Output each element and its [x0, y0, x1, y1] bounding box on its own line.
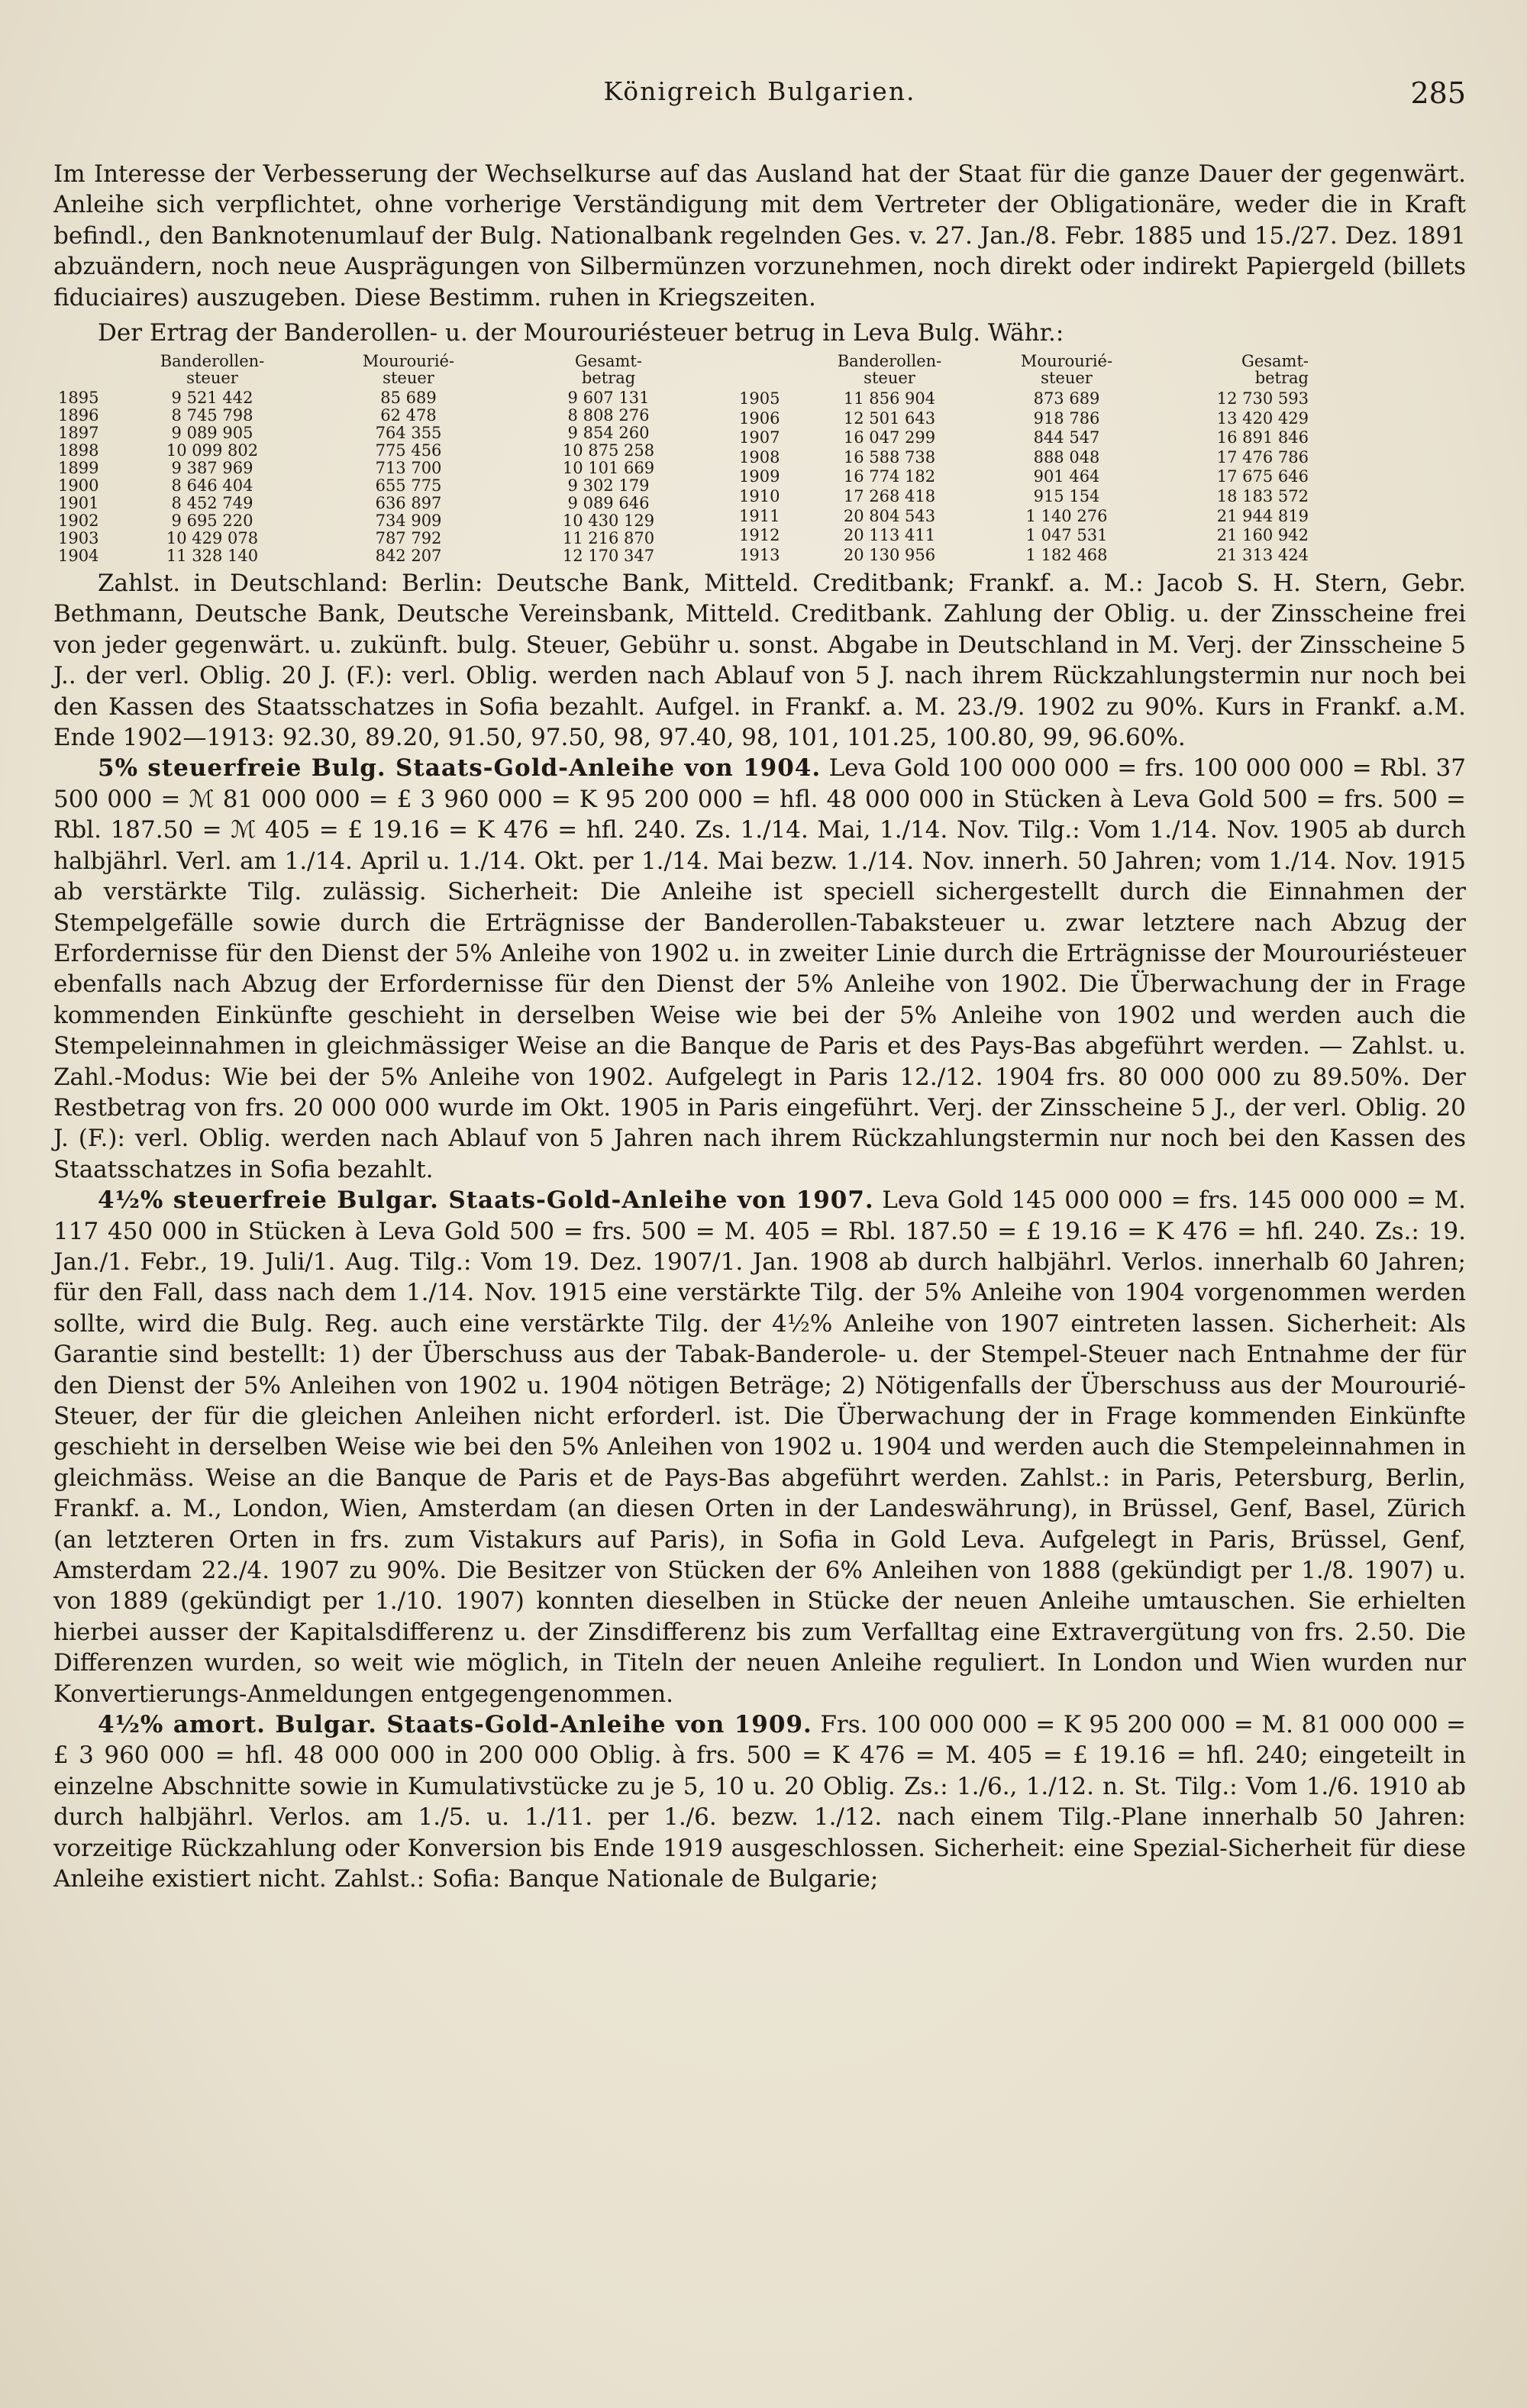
- paragraph-loan-1904: [53, 753, 1466, 1185]
- table-header-year: [734, 353, 797, 389]
- table-header-banderollen: Banderollen- steuer: [837, 352, 942, 388]
- banderollen-cell: 20 130 956: [843, 545, 936, 564]
- year-cell: 1910: [739, 487, 780, 506]
- gesamt-cell: 17 675 646: [1216, 467, 1309, 486]
- table-header-gesamt: Gesamt- betrag: [1241, 352, 1309, 388]
- mourourie-cell: 62 478: [380, 406, 437, 425]
- table-row: [53, 424, 709, 442]
- mourourie-cell: 842 207: [375, 547, 442, 566]
- banderollen-cell: 9 387 969: [171, 459, 253, 478]
- gesamt-cell: 18 183 572: [1216, 487, 1309, 506]
- mourourie-cell: 901 464: [1033, 467, 1100, 486]
- gesamt-cell: 21 160 942: [1216, 526, 1309, 545]
- banderollen-cell: 8 646 404: [171, 476, 253, 495]
- page-header: [53, 69, 1466, 115]
- mourourie-cell: 734 909: [375, 512, 442, 531]
- table-row: [734, 506, 1313, 526]
- year-cell: 1896: [58, 406, 99, 425]
- paragraph-paying-agents: Zahlst. in Deutschland: Berlin: Deutsche Bank, Mitteld. Creditbank; Frankf. a. M.: Jacob S. H. Stern, Gebr. Bethmann, Deutsche Bank, Deutsche Vereinsbank, Mitteld. Creditbank. Zahlung der Oblig. u. der Zinsscheine frei von jeder gegenwärt. u. zukünft. bulg. Steuer, Gebühr u. sonst. Abgabe in Deutschland in M. Verj. der Zinsscheine 5 J.. der verl. Oblig. 20 J. (F.): verl. Oblig. werden nach Ablauf von 5 J. nach ihrem Rückzahlungstermin nur noch bei den Kassen des Staatsschatzes in Sofia bezahlt. Aufgel. in Frankf. a. M. 23./9. 1902 zu 90%. Kurs in Frankf. a.M. Ende 1902—1913: 92.30, 89.20, 91.50, 97.50, 98, 97.40, 98, 101, 101.25, 100.80, 99, 96.60%.: [53, 570, 1466, 752]
- table-row: [734, 467, 1313, 487]
- paragraph-yield-intro: Der Ertrag der Banderollen- u. der Mourouriésteuer betrug in Leva Bulg. Währ.:: [98, 319, 1064, 347]
- mourourie-cell: 764 355: [375, 424, 442, 443]
- gesamt-cell: 9 607 131: [567, 389, 650, 408]
- table-body-left: [53, 389, 709, 565]
- gesamt-cell: 10 430 129: [562, 512, 655, 531]
- mourourie-cell: 787 792: [375, 529, 442, 548]
- body-loan-1907: Leva Gold 145 000 000 = frs. 145 000 000 = M. 117 450 000 in Stücken à Leva Gold 500 = frs. 500 = M. 405 = Rbl. 187.50 = £ 19.16 = K 476 = hfl. 240. Zs.: 19. Jan./1. Febr., 19. Juli/1. Aug. Tilg.: Vom 19. Dez. 1907/1. Jan. 1908 ab durch halbjährl. Verlos. innerhalb 60 Jahren; für den Fall, dass nach dem 1./14. Nov. 1915 eine verstärkte Tilg. der 5% Anleihe von 1904 vorgenommen werden sollte, wird die Bulg. Reg. auch eine verstärkte Tilg. der 4½% Anleihe von 1907 eintreten lassen. Sicherheit: Als Garantie sind bestellt: 1) der Überschuss aus der Tabak-Banderole- u. der Stempel-Steuer nach Entnahme der für den Dienst der 5% Anleihen von 1902 u. 1904 nötigen Beträge; 2) Nötigenfalls der Überschuss aus der Mourourié-Steuer, der für die gleichen Anleihen nicht erforderl. ist. Die Überwachung der in Frage kommenden Einkünfte geschieht in derselben Weise wie bei den 5% Anleihen von 1902 u. 1904 und werden auch die Stempeleinnahmen in gleichmäss. Weise an die Banque de Paris et de Pays-Bas abgeführt werden. Zahlst.: in Paris, Petersburg, Berlin, Frankf. a. M., London, Wien, Amsterdam (an diesen Orten in der Landeswährung), in Brüssel, Genf, Basel, Zürich (an letzteren Orten in frs. zum Vistakurs auf Paris), in Sofia in Gold Leva. Aufgelegt in Paris, Brüssel, Genf, Amsterdam 22./4. 1907 zu 90%. Die Besitzer von Stücken der 6% Anleihen von 1888 (gekündigt per 1./8. 1907) u. von 1889 (gekündigt per 1./10. 1907) konnten dieselben in Stücke der neuen Anleihe umtauschen. Sie erhielten hierbei ausser der Kapitalsdifferenz u. der Zinsdifferenz bis zum Verfalltag eine Extravergütung von frs. 2.50. Die Differenzen wurden, so weit wie möglich, in Titeln der neuen Anleihe reguliert. In London und Wien wurden nur Konvertierungs-Anmeldungen entgegengenommen.: [53, 1186, 1466, 1708]
- banderollen-cell: 20 804 543: [843, 506, 936, 525]
- mourourie-cell: 636 897: [375, 494, 442, 513]
- page-number: 285: [1410, 76, 1466, 110]
- gesamt-cell: 9 089 646: [567, 494, 650, 513]
- year-cell: 1898: [58, 441, 99, 460]
- table-row: [734, 389, 1313, 409]
- table-row: [53, 407, 709, 424]
- gesamt-cell: 17 476 786: [1216, 447, 1309, 466]
- table-row: [734, 487, 1313, 507]
- gesamt-cell: 11 216 870: [562, 529, 655, 548]
- table-body-right: [734, 389, 1313, 565]
- table-header-gesamt: Gesamt- betrag: [575, 352, 642, 388]
- heading-loan-1904: 5% steuerfreie Bulg. Staats-Gold-Anleihe von 1904.: [98, 754, 822, 783]
- table-row: [53, 547, 709, 565]
- gesamt-cell: 13 420 429: [1216, 408, 1309, 428]
- mourourie-cell: 915 154: [1033, 487, 1100, 506]
- banderollen-cell: 16 047 299: [843, 428, 936, 447]
- year-cell: 1908: [739, 447, 780, 466]
- table-header-year: [53, 353, 116, 389]
- table-row: [53, 512, 709, 530]
- table-row: [734, 409, 1313, 429]
- gesamt-cell: 8 808 276: [567, 406, 650, 425]
- table-row: [53, 460, 709, 477]
- yield-table-right: [734, 353, 1313, 565]
- year-cell: 1903: [58, 529, 99, 548]
- table-row: [53, 495, 709, 512]
- year-cell: 1897: [58, 424, 99, 443]
- banderollen-cell: 12 501 643: [843, 408, 936, 428]
- banderollen-cell: 9 521 442: [171, 389, 253, 408]
- banderollen-cell: 9 089 905: [171, 424, 253, 443]
- mourourie-cell: 918 786: [1033, 408, 1100, 428]
- table-row: [53, 477, 709, 495]
- year-cell: 1912: [739, 526, 780, 545]
- paragraph-loan-1909: [53, 1709, 1466, 1894]
- year-cell: 1905: [739, 389, 780, 408]
- year-cell: 1911: [739, 506, 780, 525]
- banderollen-cell: 16 774 182: [843, 467, 936, 486]
- gesamt-cell: 10 875 258: [562, 441, 655, 460]
- banderollen-cell: 8 745 798: [171, 406, 253, 425]
- gesamt-cell: 16 891 846: [1216, 428, 1309, 447]
- banderollen-cell: 16 588 738: [843, 447, 936, 466]
- yield-table-left: [53, 353, 709, 565]
- year-cell: 1913: [739, 545, 780, 564]
- running-title: Königreich Bulgarien.: [603, 76, 916, 106]
- mourourie-cell: 844 547: [1033, 428, 1100, 447]
- banderollen-cell: 20 113 411: [843, 526, 936, 545]
- mourourie-cell: 1 047 531: [1025, 526, 1108, 545]
- gesamt-cell: 10 101 669: [562, 459, 655, 478]
- banderollen-cell: 8 452 749: [171, 494, 253, 513]
- year-cell: 1901: [58, 494, 99, 513]
- year-cell: 1906: [739, 408, 780, 428]
- paragraph-currency-provision: Im Interesse der Verbesserung der Wechselkurse auf das Ausland hat der Staat für die ganze Dauer der gegenwärt. Anleihe sich verpflichtet, ohne vorherige Verständigung mit dem Vertreter der Obligationäre, weder die in Kraft befindl., den Banknotenumlauf der Bulg. Nationalbank regelnden Ges. v. 27. Jan./8. Febr. 1885 und 15./27. Dez. 1891 abzuändern, noch neue Ausprägungen von Silbermünzen vorzunehmen, noch direkt oder indirekt Papiergeld (billets fiduciaires) auszugeben. Diese Bestimm. ruhen in Kriegszeiten.: [53, 160, 1466, 311]
- mourourie-cell: 655 775: [375, 476, 442, 495]
- table-row: [53, 389, 709, 407]
- banderollen-cell: 11 856 904: [843, 389, 936, 408]
- banderollen-cell: 17 268 418: [843, 487, 936, 506]
- gesamt-cell: 12 170 347: [562, 547, 655, 566]
- banderollen-cell: 10 429 078: [166, 529, 259, 548]
- year-cell: 1900: [58, 476, 99, 495]
- mourourie-cell: 888 048: [1033, 447, 1100, 466]
- body-loan-1904: Leva Gold 100 000 000 = frs. 100 000 000 = Rbl. 37 500 000 = ℳ 81 000 000 = £ 3 960 000 = K 95 200 000 = hfl. 48 000 000 in Stücken à Leva Gold 500 = frs. 500 = Rbl. 187.50 = ℳ 405 = £ 19.16 = K 476 = hfl. 240. Zs. 1./14. Mai, 1./14. Nov. Tilg.: Vom 1./14. Nov. 1905 ab durch halbjährl. Verl. am 1./14. April u. 1./14. Okt. per 1./14. Mai bezw. 1./14. Nov. innerh. 50 Jahren; vom 1./14. Nov. 1915 ab verstärkte Tilg. zulässig. Sicherheit: Die Anleihe ist speciell sichergestellt durch die Einnahmen der Stempelgefälle sowie durch die Erträgnisse der Banderollen-Tabaksteuer u. zwar letztere nach Abzug der Erfordernisse für den Dienst der 5% Anleihe von 1902 u. in zweiter Linie durch die Erträgnisse der Mourouriésteuer ebenfalls nach Abzug der Erfordernisse für den Dienst der 5% Anleihe von 1902. Die Überwachung der in Frage kommenden Einkünfte geschieht in derselben Weise wie bei der 5% Anleihe von 1902 und werden auch die Stempeleinnahmen in gleichmässiger Weise an die Banque de Paris et des Pays-Bas abgeführt werden. — Zahlst. u. Zahl.-Modus: Wie bei der 5% Anleihe von 1902. Aufgelegt in Paris 12./12. 1904 frs. 80 000 000 zu 89.50%. Der Restbetrag von frs. 20 000 000 wurde im Okt. 1905 in Paris eingeführt. Verj. der Zinsscheine 5 J., der verl. Oblig. 20 J. (F.): verl. Oblig. werden nach Ablauf von 5 Jahren nach ihrem Rückzahlungstermin nur noch bei den Kassen des Staatsschatzes in Sofia bezahlt.: [53, 754, 1466, 1183]
- table-row: [734, 526, 1313, 546]
- gesamt-cell: 12 730 593: [1216, 389, 1309, 408]
- table-row: [734, 448, 1313, 468]
- table-header-banderollen: Banderollen- steuer: [160, 352, 265, 388]
- banderollen-cell: 9 695 220: [171, 512, 253, 531]
- mourourie-cell: 1 182 468: [1025, 545, 1108, 564]
- gesamt-cell: 9 302 179: [567, 476, 650, 495]
- gesamt-cell: 21 313 424: [1216, 545, 1309, 564]
- year-cell: 1909: [739, 467, 780, 486]
- table-row: [734, 545, 1313, 565]
- yield-tables: [53, 353, 1466, 565]
- body-loan-1909: Frs. 100 000 000 = K 95 200 000 = M. 81 000 000 = £ 3 960 000 = hfl. 48 000 000 in 200 000 Oblig. à frs. 500 = K 476 = M. 405 = £ 19.16 = hfl. 240; eingeteilt in einzelne Abschnitte sowie in Kumulativstücke zu je 5, 10 u. 20 Oblig. Zs.: 1./6., 1./12. n. St. Tilg.: Vom 1./6. 1910 ab durch halbjährl. Verlos. am 1./5. u. 1./11. per 1./6. bezw. 1./12. nach einem Tilg.-Plane innerhalb 50 Jahren: vorzeitige Rückzahlung oder Konversion bis Ende 1919 ausgeschlossen. Sicherheit: eine Spezial-Sicherheit für diese Anleihe existiert nicht. Zahlst.: Sofia: Banque Nationale de Bulgarie;: [53, 1711, 1466, 1893]
- banderollen-cell: 11 328 140: [166, 547, 259, 566]
- table-row: [734, 428, 1313, 448]
- table-row: [53, 442, 709, 460]
- table-header-mourourie: Mourourié- steuer: [362, 352, 455, 388]
- paragraph-loan-1907: [53, 1185, 1466, 1709]
- gesamt-cell: 21 944 819: [1216, 506, 1309, 525]
- year-cell: 1899: [58, 459, 99, 478]
- year-cell: 1895: [58, 389, 99, 408]
- gesamt-cell: 9 854 260: [567, 424, 650, 443]
- mourourie-cell: 873 689: [1033, 389, 1100, 408]
- heading-loan-1907: 4½% steuerfreie Bulgar. Staats-Gold-Anleihe von 1907.: [98, 1186, 874, 1215]
- mourourie-cell: 775 456: [375, 441, 442, 460]
- mourourie-cell: 85 689: [380, 389, 437, 408]
- year-cell: 1904: [58, 547, 99, 566]
- year-cell: 1902: [58, 512, 99, 531]
- banderollen-cell: 10 099 802: [166, 441, 259, 460]
- table-header-mourourie: Mourourié- steuer: [1020, 352, 1113, 388]
- mourourie-cell: 1 140 276: [1025, 506, 1108, 525]
- heading-loan-1909: 4½% amort. Bulgar. Staats-Gold-Anleihe von 1909.: [98, 1711, 812, 1739]
- year-cell: 1907: [739, 428, 780, 447]
- table-row: [53, 530, 709, 547]
- mourourie-cell: 713 700: [375, 459, 442, 478]
